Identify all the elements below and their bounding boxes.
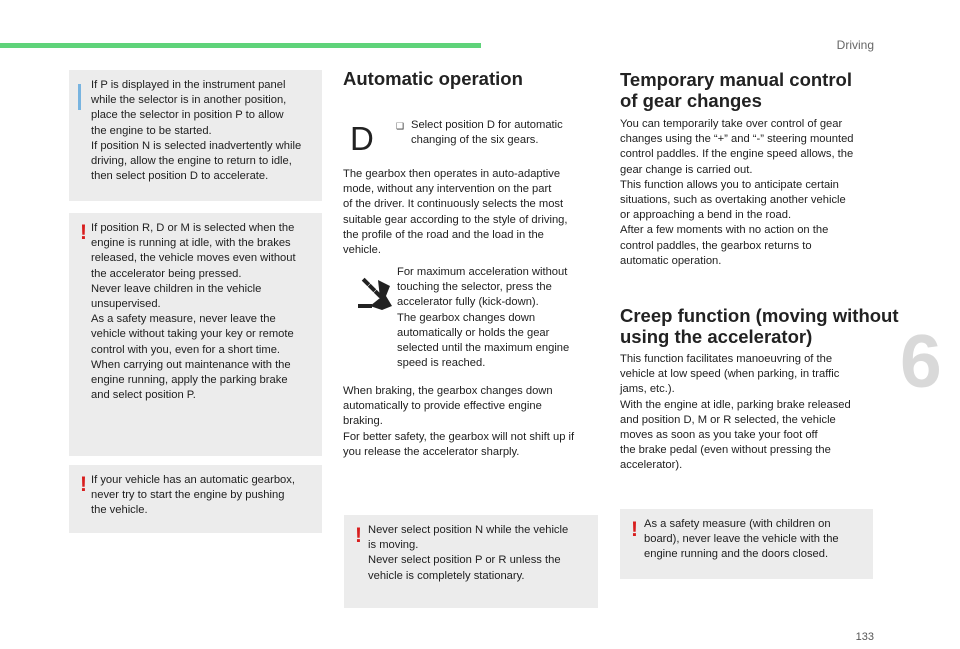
text-line: gear change is carried out. xyxy=(620,163,753,176)
text-line: After a few moments with no action on the xyxy=(620,224,829,237)
text-line: For better safety, the gearbox will not shift up if xyxy=(343,430,575,443)
text-line: moves as soon as you take your foot off xyxy=(620,429,818,442)
auto-adaptive-paragraph xyxy=(343,167,568,258)
info-line: If P is displayed in the instrument panel xyxy=(91,79,286,91)
warning-line: As a safety measure (with children on xyxy=(644,518,831,530)
info-line: then select position D to accelerate. xyxy=(91,170,269,183)
info-line: If position N is selected inadvertently while xyxy=(91,139,302,152)
warning-line: the accelerator being pressed. xyxy=(91,267,242,280)
warning-line: As a safety measure, never leave the xyxy=(91,313,276,326)
text-line: automatically or holds the gear xyxy=(397,326,550,339)
text-line: speed is reached. xyxy=(397,357,486,370)
text-line: The gearbox then operates in auto-adaptive xyxy=(343,168,561,180)
warning-line: When carrying out maintenance with the xyxy=(91,358,291,371)
warning-line: released, the vehicle moves even without xyxy=(91,252,296,265)
text-line: accelerator). xyxy=(620,459,683,472)
warning-line: control with you, even for a short time. xyxy=(91,343,281,356)
heading-line: Creep function (moving without xyxy=(620,305,899,326)
text-line: With the engine at idle, parking brake released xyxy=(620,398,851,411)
warning-box-children xyxy=(620,509,873,579)
heading-automatic-operation: Automatic operation xyxy=(343,68,523,89)
text-line: suitable gear according to the style of driving, xyxy=(343,213,568,226)
warning-line: engine is running at idle, with the brakes xyxy=(91,237,291,250)
bullet-icon: ❑ xyxy=(396,121,405,131)
warning-line: unsupervised. xyxy=(91,298,161,311)
section-title: Driving xyxy=(836,38,874,52)
select-line: changing of the six gears. xyxy=(411,134,539,147)
select-d-text xyxy=(411,118,563,148)
text-line: This function allows you to anticipate certain xyxy=(620,178,839,191)
warning-icon: ! xyxy=(631,518,638,541)
warning-line: engine running, apply the parking brake xyxy=(91,374,288,387)
info-icon xyxy=(78,84,81,110)
text-line: mode, without any intervention on the part xyxy=(343,183,552,196)
text-line: control paddles. If the engine speed allows, the xyxy=(620,148,854,161)
text-line: changes using the “+” and “-” steering mounted xyxy=(620,133,854,146)
text-line: This function facilitates manoeuvring of the xyxy=(620,353,833,365)
foot-pedal-icon xyxy=(356,276,396,312)
position-d-symbol: D xyxy=(350,120,374,157)
text-line: of the driver. It continuously selects the most xyxy=(343,198,564,211)
manual-control-paragraph xyxy=(620,117,854,269)
info-line: place the selector in position P to allow xyxy=(91,109,284,122)
heading-line: Temporary manual control xyxy=(620,69,852,90)
kick-down-paragraph xyxy=(397,265,569,371)
warning-icon: ! xyxy=(80,473,87,496)
text-line: For maximum acceleration without xyxy=(397,266,568,278)
warning-line: If position R, D or M is selected when the xyxy=(91,222,295,234)
warning-line: vehicle without taking your key or remote xyxy=(91,328,294,341)
text-line: You can temporarily take over control of gear xyxy=(620,118,843,130)
heading-line: of gear changes xyxy=(620,90,762,111)
info-line: the engine to be started. xyxy=(91,124,212,137)
info-line: driving, allow the engine to return to idle, xyxy=(91,155,292,168)
text-line: The gearbox changes down xyxy=(397,311,536,324)
warning-icon: ! xyxy=(80,221,87,244)
warning-line: never try to start the engine by pushing xyxy=(91,489,285,502)
text-line: vehicle. xyxy=(343,244,381,257)
text-line: touching the selector, press the xyxy=(397,281,552,294)
text-line: braking. xyxy=(343,415,383,428)
warning-box-engine-idle xyxy=(69,213,322,456)
text-line: automatically to provide effective engine xyxy=(343,400,542,413)
text-line: the brake pedal (even without pressing the xyxy=(620,444,831,457)
text-line: accelerator fully (kick-down). xyxy=(397,296,539,309)
warning-line: the vehicle. xyxy=(91,504,148,517)
braking-paragraph xyxy=(343,384,574,460)
warning-line: vehicle is completely stationary. xyxy=(368,569,525,582)
top-accent-bar xyxy=(0,43,481,48)
warning-line: board), never leave the vehicle with the xyxy=(644,533,839,546)
warning-icon: ! xyxy=(355,524,362,547)
text-line: selected until the maximum engine xyxy=(397,342,570,355)
warning-line: engine running and the doors closed. xyxy=(644,548,829,561)
text-line: or approaching a bend in the road. xyxy=(620,209,792,222)
chapter-number: 6 xyxy=(900,319,942,403)
info-line: while the selector is in another position, xyxy=(91,94,287,107)
creep-paragraph xyxy=(620,352,851,474)
warning-line: Never select position P or R unless the xyxy=(368,554,561,567)
text-line: When braking, the gearbox changes down xyxy=(343,385,553,397)
text-line: situations, such as overtaking another vehicle xyxy=(620,194,846,207)
text-line: vehicle at low speed (when parking, in traffic xyxy=(620,368,840,381)
warning-line: If your vehicle has an automatic gearbox, xyxy=(91,474,295,486)
heading-temporary-manual xyxy=(620,69,852,111)
heading-line: using the accelerator) xyxy=(620,326,813,347)
select-line: Select position D for automatic xyxy=(411,119,563,131)
info-box xyxy=(69,70,322,201)
text-line: and position D, M or R selected, the vehicle xyxy=(620,413,836,426)
text-line: automatic operation. xyxy=(620,254,722,267)
warning-line: and select position P. xyxy=(91,389,196,402)
warning-box-push-start xyxy=(69,465,322,533)
text-line: the profile of the road and the load in the xyxy=(343,228,544,241)
warning-line: Never leave children in the vehicle xyxy=(91,282,262,295)
warning-line: Never select position N while the vehicle xyxy=(368,524,569,536)
page-number: 133 xyxy=(855,631,874,643)
warning-box-select-position xyxy=(344,515,598,608)
text-line: jams, etc.). xyxy=(620,383,675,396)
heading-creep-function xyxy=(620,305,899,347)
text-line: control paddles, the gearbox returns to xyxy=(620,239,812,252)
text-line: you release the accelerator sharply. xyxy=(343,445,520,458)
warning-line: is moving. xyxy=(368,539,419,552)
